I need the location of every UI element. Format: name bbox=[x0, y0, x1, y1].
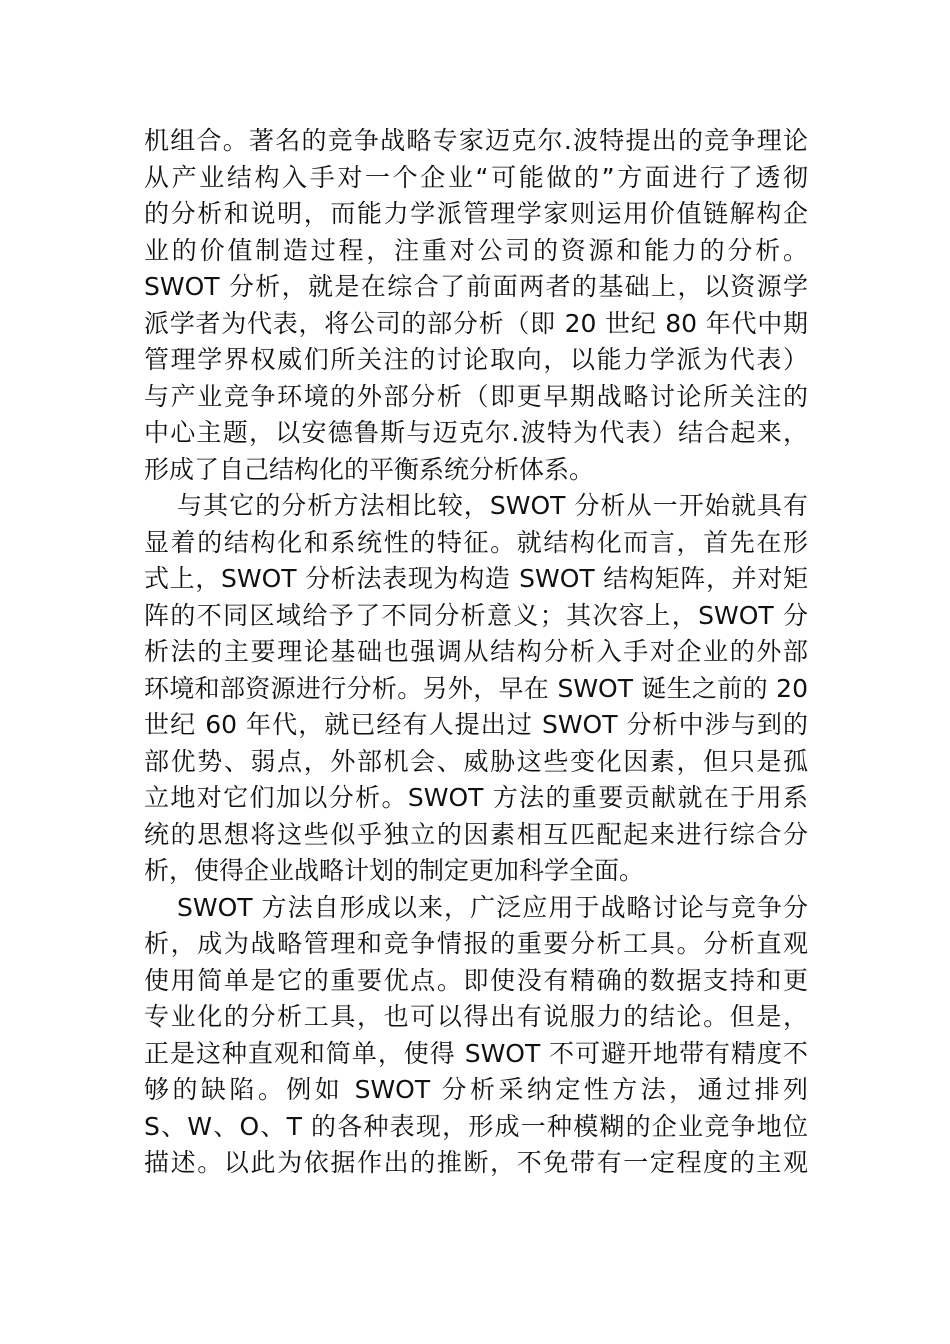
text-line: 派学者为代表，将公司的部分析（即 20 世纪 80 年代中期 bbox=[144, 308, 808, 338]
text-line: 正是这种直观和简单，使得 SWOT 不可避开地带有精度不 bbox=[144, 1038, 808, 1068]
text-line: 阵的不同区域给予了不同分析意义；其次容上，SWOT 分 bbox=[144, 600, 808, 630]
text-line: 业的价值制造过程，注重对公司的资源和能力的分析。 bbox=[144, 235, 808, 265]
text-line: 够的缺陷。例如 SWOT 分析采纳定性方法，通过排列 bbox=[144, 1075, 808, 1104]
text-line: 从产业结构入手对一个企业“可能做的”方面进行了透彻 bbox=[144, 162, 808, 192]
text-line: 描述。以此为依据作出的推断，不免带有一定程度的主观 bbox=[144, 1148, 808, 1177]
body-text bbox=[144, 123, 808, 1182]
text-line: SWOT 分析，就是在综合了前面两者的基础上，以资源学 bbox=[144, 272, 808, 301]
text-line: 统的思想将这些似乎独立的因素相互匹配起来进行综合分 bbox=[144, 819, 808, 849]
text-line: 的分析和说明，而能力学派管理学家则运用价值链解构企 bbox=[144, 199, 808, 228]
text-line: 部优势、弱点，外部机会、威胁这些变化因素，但只是孤 bbox=[144, 746, 808, 776]
paragraph-first-line: 与其它的分析方法相比较，SWOT 分析从一开始就具有 bbox=[177, 491, 808, 520]
text-line: 世纪 60 年代，就已经有人提出过 SWOT 分析中涉与到的 bbox=[144, 710, 808, 739]
text-line: 环境和部资源进行分析。另外，早在 SWOT 诞生之前的 20 bbox=[144, 673, 808, 703]
text-line: 显着的结构化和系统性的特征。就结构化而言，首先在形 bbox=[144, 527, 808, 557]
text-line: 与产业竞争环境的外部分析（即更早期战略讨论所关注的 bbox=[144, 381, 808, 411]
text-line: 专业化的分析工具，也可以得出有说服力的结论。但是， bbox=[144, 1002, 808, 1031]
text-line: 立地对它们加以分析。SWOT 方法的重要贡献就在于用系 bbox=[144, 783, 808, 812]
text-line: 析，使得企业战略计划的制定更加科学全面。 bbox=[144, 856, 645, 885]
text-line: 管理学界权威们所关注的讨论取向，以能力学派为代表） bbox=[144, 345, 808, 374]
text-line: S、W、O、T 的各种表现，形成一种模糊的企业竞争地位 bbox=[144, 1111, 808, 1141]
text-line: 中心主题，以安德鲁斯与迈克尔.波特为代表）结合起来， bbox=[144, 418, 808, 447]
paragraph-first-line: SWOT 方法自形成以来，广泛应用于战略讨论与竞争分 bbox=[177, 892, 808, 922]
text-line: 式上，SWOT 分析法表现为构造 SWOT 结构矩阵，并对矩 bbox=[144, 564, 808, 593]
text-line: 析，成为战略管理和竞争情报的重要分析工具。分析直观 bbox=[144, 929, 808, 958]
text-line: 机组合。著名的竞争战略专家迈克尔.波特提出的竞争理论 bbox=[144, 126, 808, 155]
text-line: 形成了自己结构化的平衡系统分析体系。 bbox=[144, 454, 595, 484]
text-line: 使用简单是它的重要优点。即使没有精确的数据支持和更 bbox=[144, 965, 808, 995]
text-line: 析法的主要理论基础也强调从结构分析入手对企业的外部 bbox=[144, 637, 808, 666]
